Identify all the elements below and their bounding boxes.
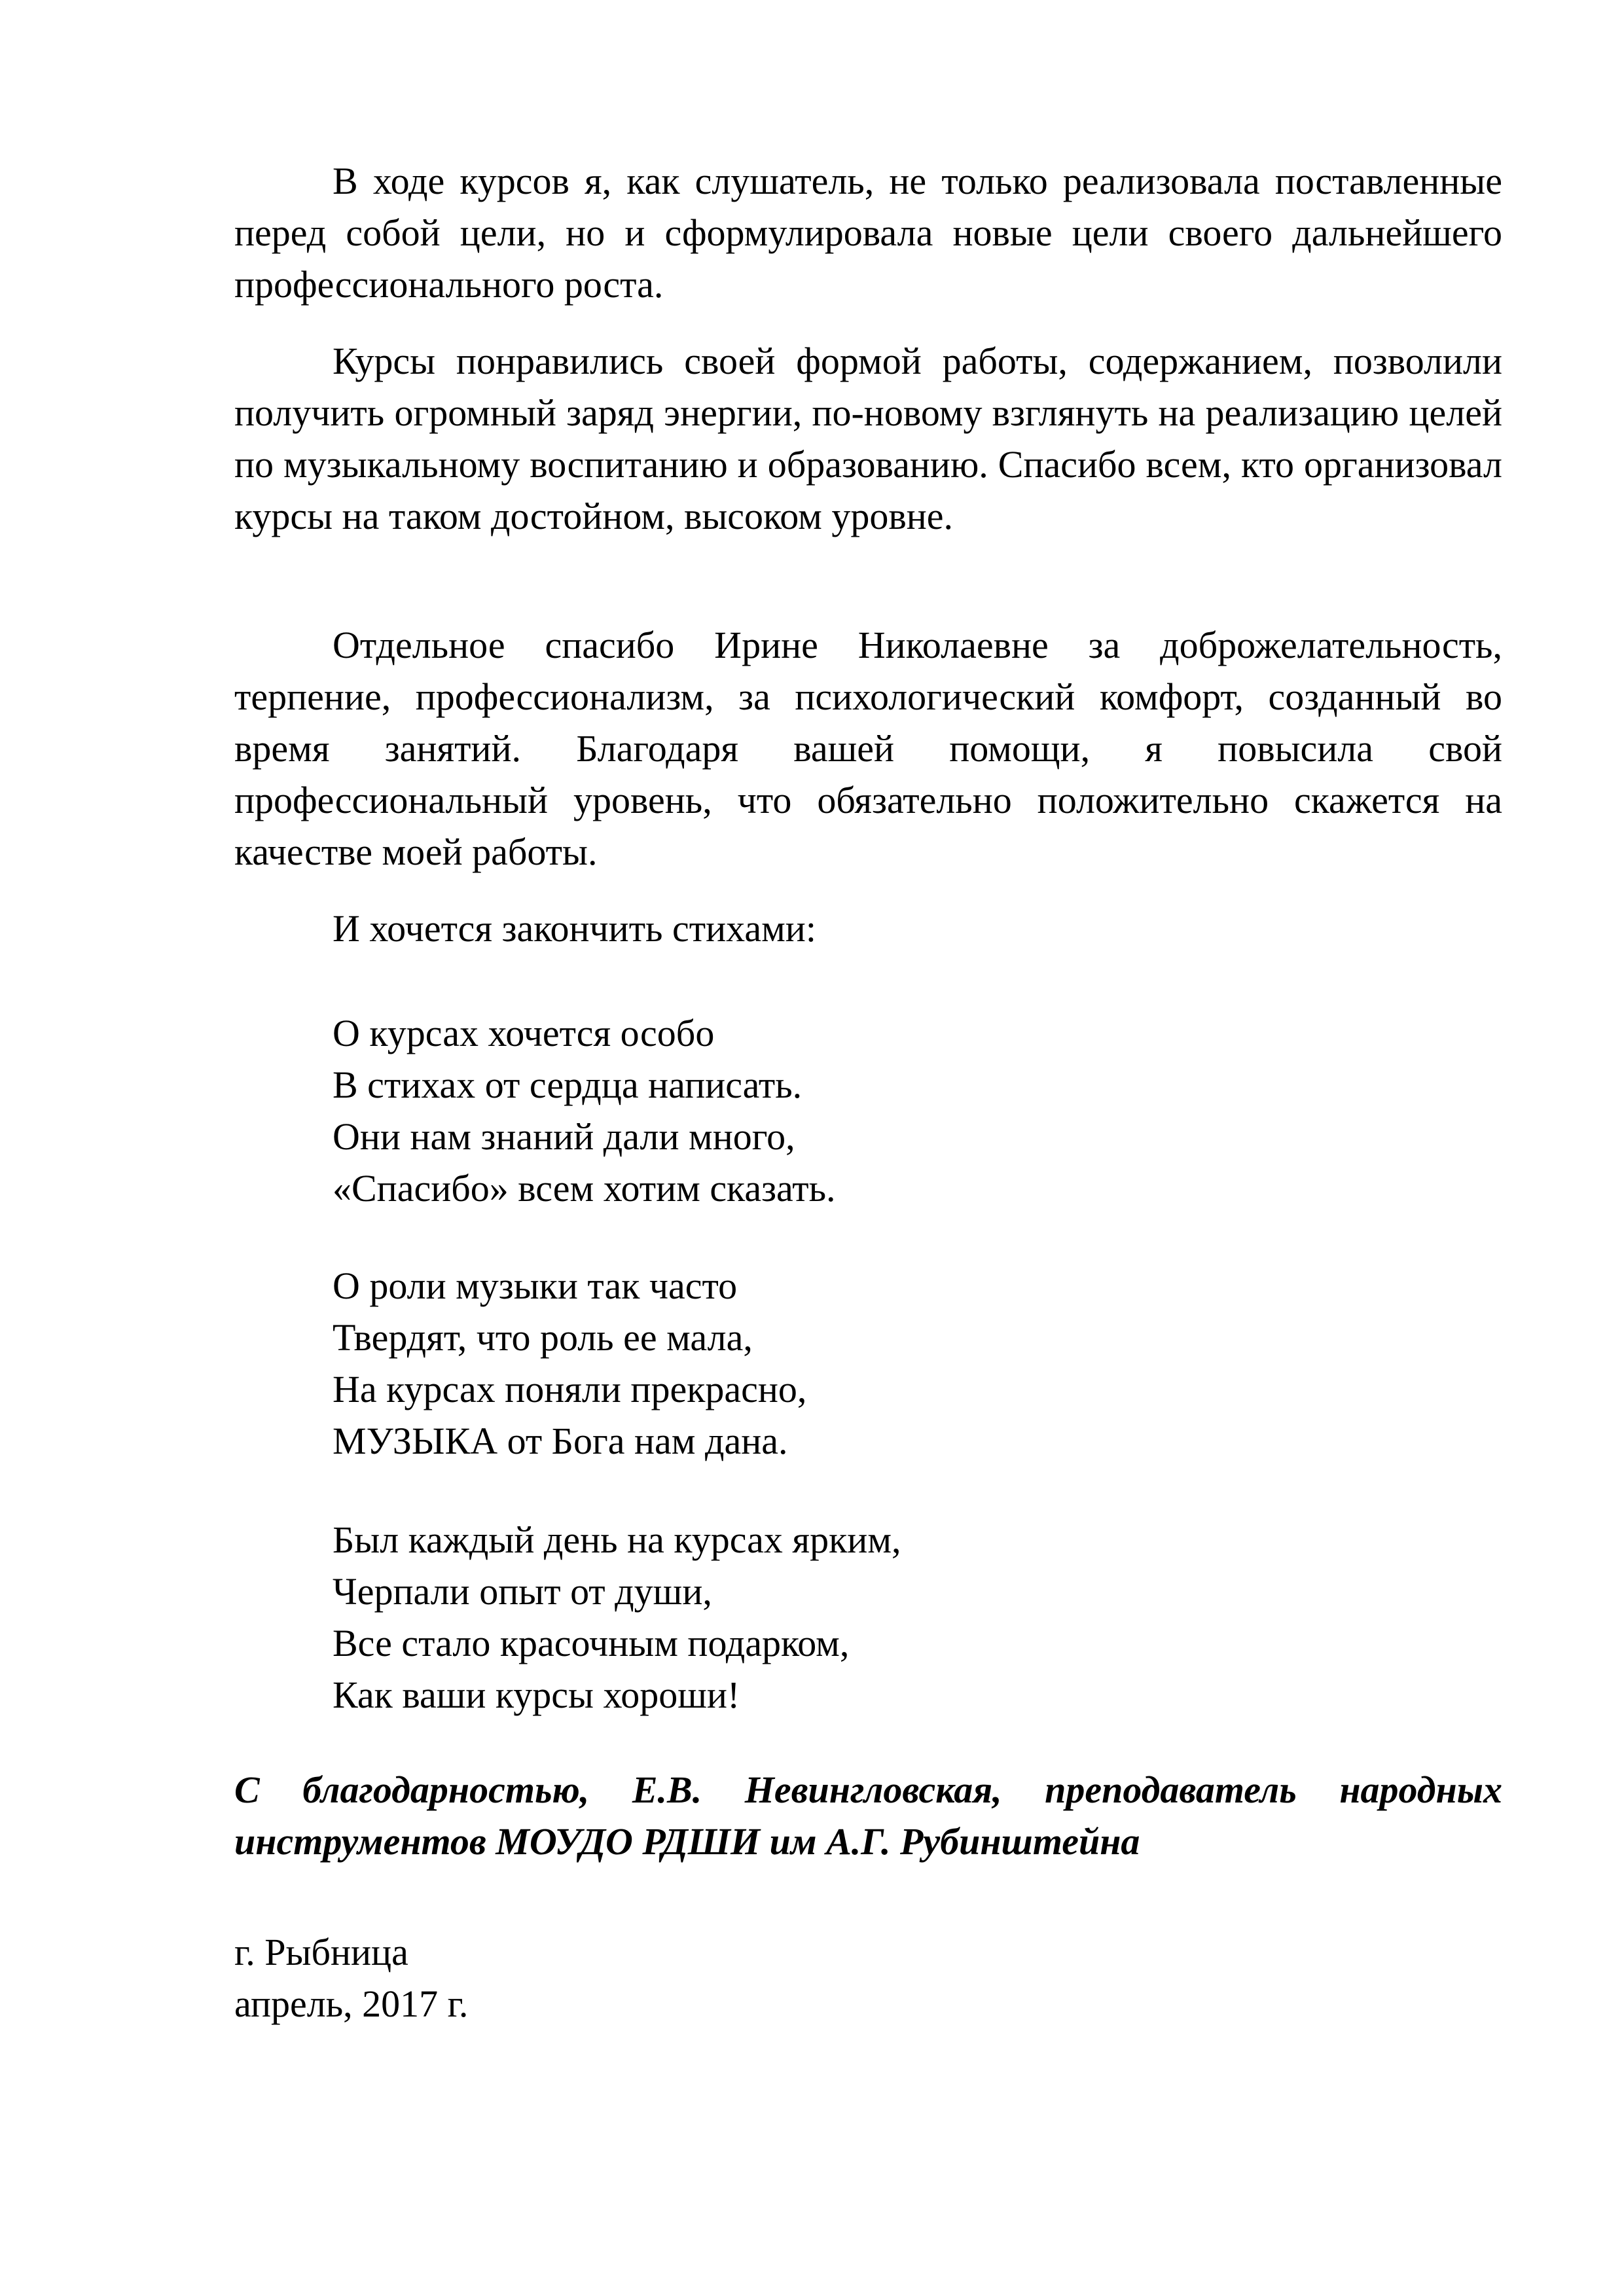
poem-line: О роли музыки так часто [333,1265,738,1307]
poem-line: Черпали опыт от души, [333,1570,712,1613]
poem-line: Они нам знаний дали много, [333,1115,795,1158]
poem-stanza-3 [333,1514,901,1721]
poem-line: МУЗЫКА от Бога нам дана. [333,1420,788,1462]
paragraph-thanks-teacher: Отдельное спасибо Ирине Николаевне за доброжелательность, терпение, профессионализм, за психологический комфорт, созданный во время занятий. Благодаря вашей помощи, я повысила свой профессиональный уровень, что обязательно положительно скажется на качестве моей работы. [234,624,1502,873]
paragraph-poem-intro: И хочется закончить стихами: [333,907,816,950]
place-and-date [234,1926,468,2030]
paragraph-course-impressions: Курсы понравились своей формой работы, содержанием, позволили получить огромный заряд энергии, по-новому взглянуть на реализацию целей по музыкальному воспитанию и образованию. Спасибо всем, кто организовал курсы на таком достойном, высоком уровне. [234,340,1502,537]
poem-line: В стихах от сердца написать. [333,1064,803,1106]
poem-line: На курсах поняли прекрасно, [333,1368,807,1410]
poem-line: Все стало красочным подарком, [333,1622,850,1664]
poem-line: Твердят, что роль ее мала, [333,1316,753,1359]
poem-line: «Спасибо» всем хотим сказать. [333,1167,836,1210]
poem-stanza-2 [333,1260,806,1467]
signature: С благодарностью, Е.В. Невингловская, преподаватель народных инструментов МОУДО РДШИ им А.Г. Рубинштейна [234,1768,1502,1863]
poem-line: О курсах хочется особо [333,1012,715,1054]
poem-line: Как ваши курсы хороши! [333,1674,740,1716]
date: апрель, 2017 г. [234,1982,469,2025]
poem-stanza-1 [333,1007,836,1214]
paragraph-course-goals: В ходе курсов я, как слушатель, не только реализовала поставленные перед собой цели, но и сформулировала новые цели своего дальнейшего профессионального роста. [234,160,1502,306]
place: г. Рыбница [234,1931,408,1973]
poem-line: Был каждый день на курсах ярким, [333,1518,901,1561]
